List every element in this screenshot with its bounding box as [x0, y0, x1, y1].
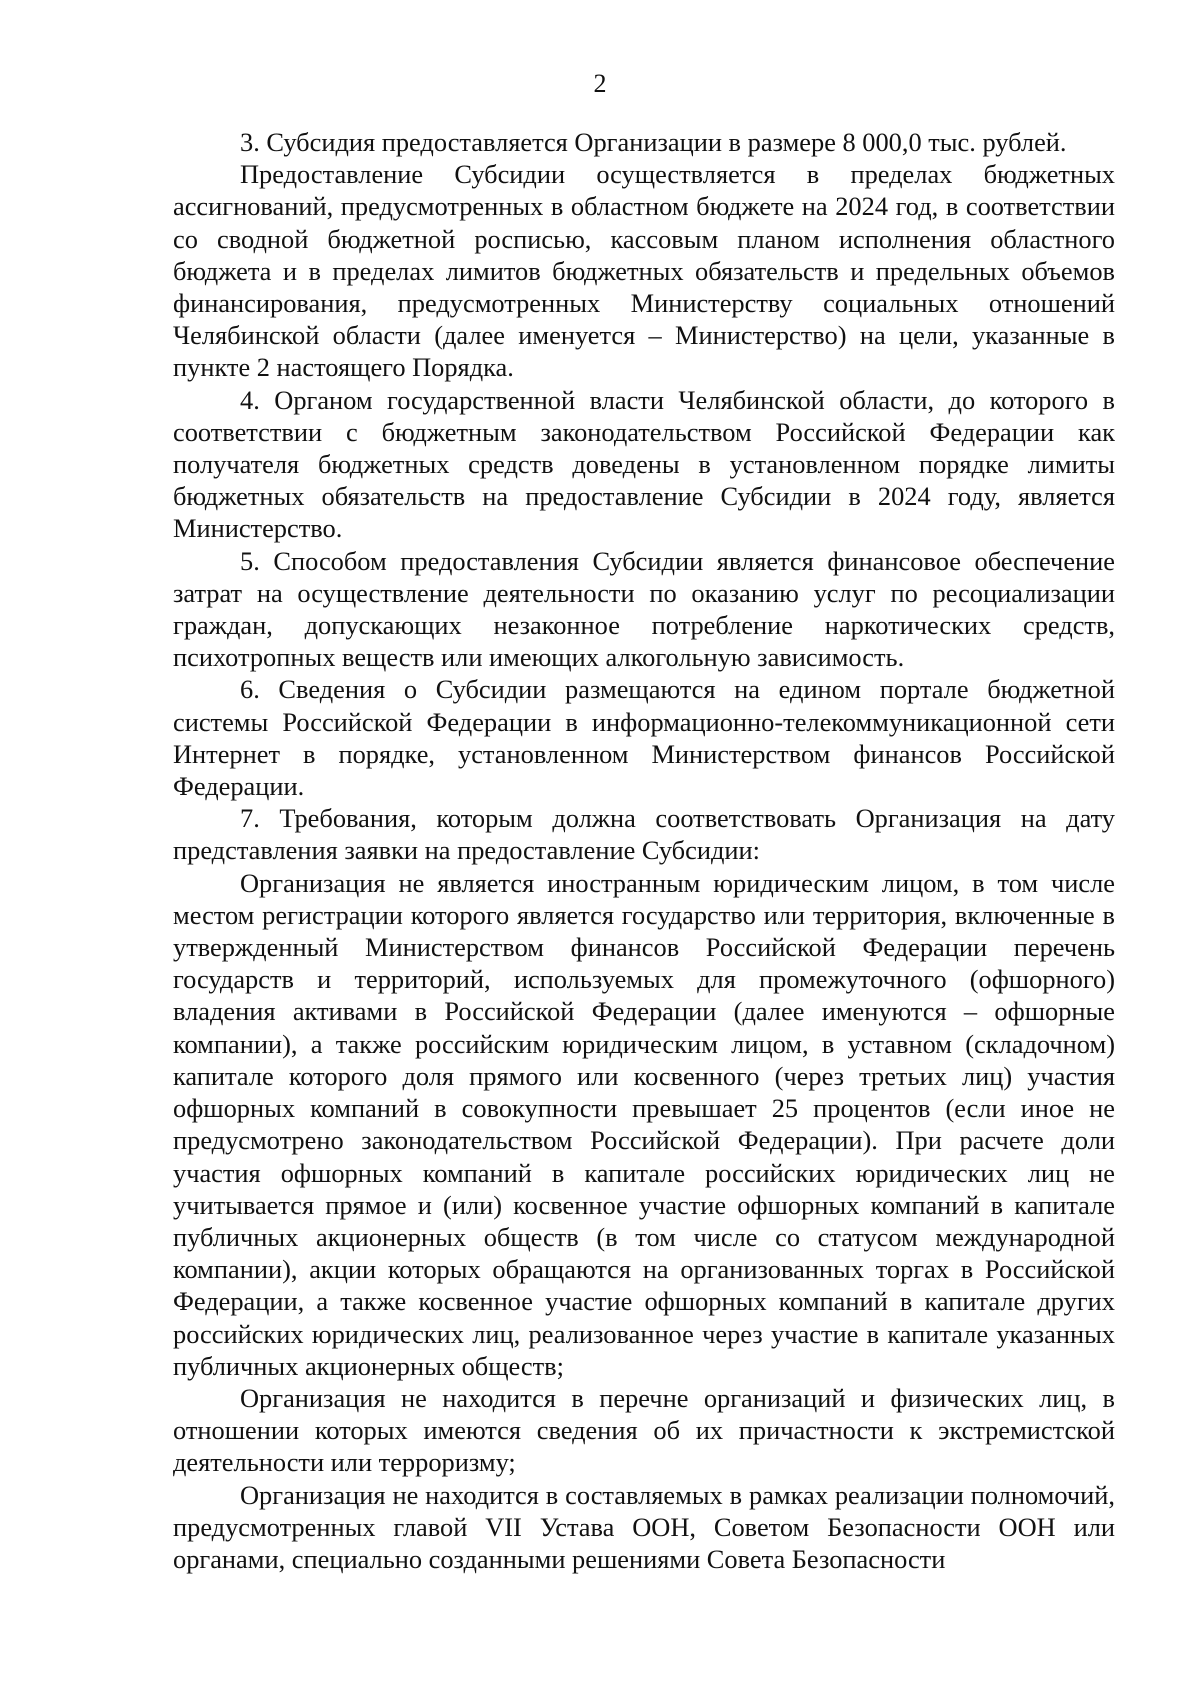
paragraph-un-lists-requirement: Организация не находится в составляемых в рамках реализации полномочий, предусмотренных главой VII Устава ООН, Советом Безопасности ООН или органами, специально созданными решениями Совета Безопасности: [173, 1479, 1115, 1574]
paragraph-extremism-requirement: Организация не находится в перечне организаций и физических лиц, в отношении которых имеются сведения об их причастности к экстремистской деятельности или терроризму;: [173, 1382, 1115, 1478]
paragraph-4-authority: 4. Органом государственной власти Челябинской области, до которого в соответствии с бюджетным законодательством Российской Федерации как получателя бюджетных средств доведены в установленном порядке лимиты бюджетных обязательств на предоставление Субсидии в 2024 году, является Министерство.: [173, 384, 1115, 544]
document-body: [173, 126, 1115, 1575]
page-number: 2: [593, 69, 607, 98]
paragraph-offshore-requirement: Организация не является иностранным юридическим лицом, в том числе местом регистрации которого является государство или территория, включенные в утвержденный Министерством финансов Российской Федерации перечень государств и территорий, используемых для промежуточного (офшорного) владения активами в Российской Федерации (далее именуются – офшорные компании), а также российским юридическим лицом, в уставном (складочном) капитале которого доля прямого или косвенного (через третьих лиц) участия офшорных компаний в совокупности превышает 25 процентов (если иное не предусмотрено законодательством Российской Федерации). При расчете доли участия офшорных компаний в капитале российских юридических лиц не учитывается прямое и (или) косвенное участие офшорных компаний в капитале публичных акционерных обществ (в том числе со статусом международной компании), акции которых обращаются на организованных торгах в Российской Федерации, а также косвенное участие офшорных компаний в капитале других российских юридических лиц, реализованное через участие в капитале указанных публичных акционерных обществ;: [173, 867, 1115, 1381]
paragraph-7-requirements: 7. Требования, которым должна соответствовать Организация на дату представления заявки на предоставление Субсидии:: [173, 803, 1115, 866]
paragraph-5-method: 5. Способом предоставления Субсидии является финансовое обеспечение затрат на осуществление деятельности по оказанию услуг по ресоциализации граждан, допускающих незаконное потребление наркотических средств, психотропных веществ или имеющих алкогольную зависимость.: [173, 545, 1115, 673]
paragraph-subsidy-provision: Предоставление Субсидии осуществляется в пределах бюджетных ассигнований, предусмотренных в областном бюджете на 2024 год, в соответствии со сводной бюджетной росписью, кассовым планом исполнения областного бюджета и в пределах лимитов бюджетных обязательств и предельных объемов финансирования, предусмотренных Министерству социальных отношений Челябинской области (далее именуется – Министерство) на цели, указанные в пункте 2 настоящего Порядка.: [173, 159, 1115, 383]
paragraph-3-subsidy-amount: 3. Субсидия предоставляется Организации в размере 8 000,0 тыс. рублей.: [240, 127, 1067, 157]
paragraph-6-information: 6. Сведения о Субсидии размещаются на едином портале бюджетной системы Российской Федерации в информационно-телекоммуникационной сети Интернет в порядке, установленном Министерством финансов Российской Федерации.: [173, 674, 1115, 802]
